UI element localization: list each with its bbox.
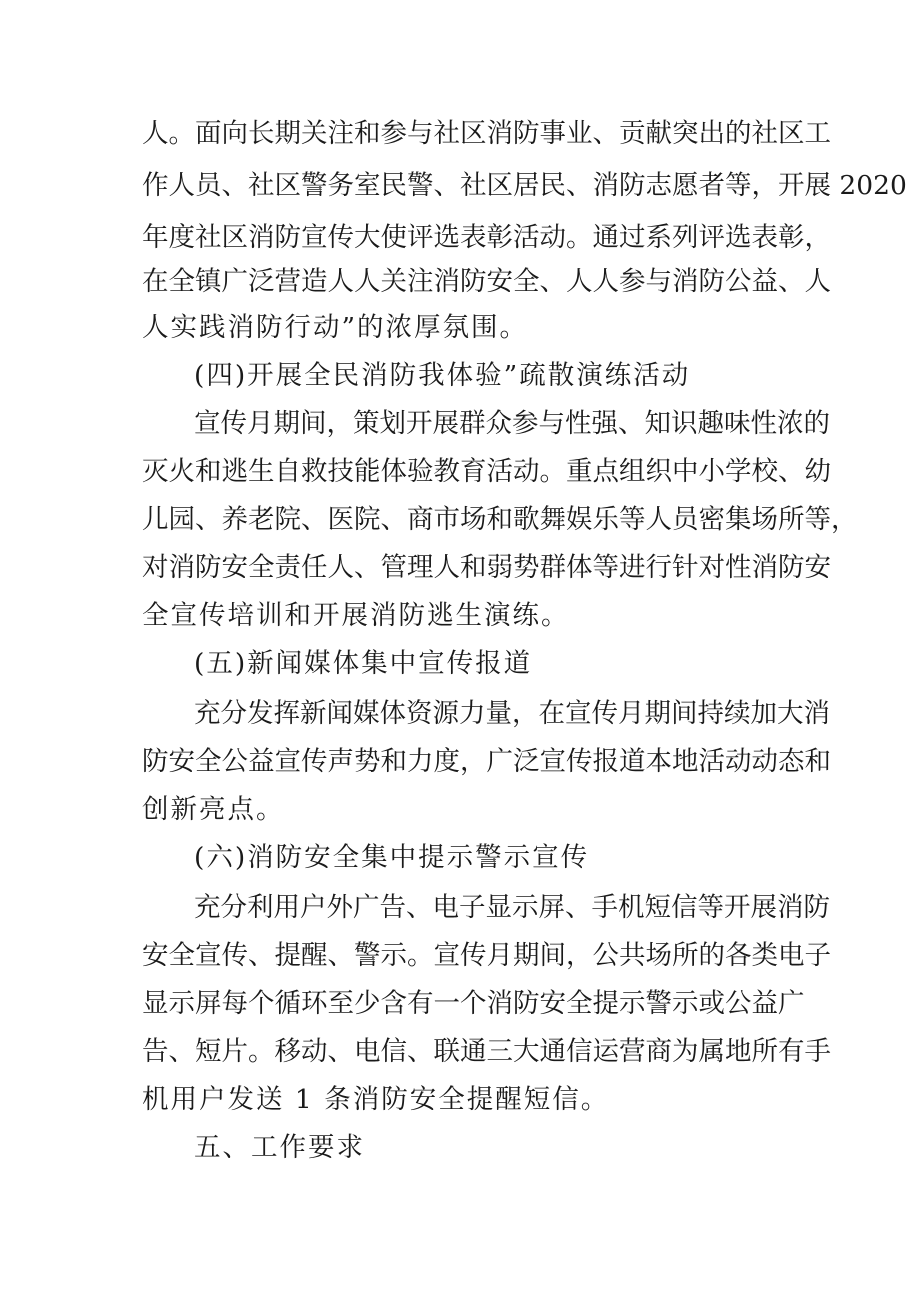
paragraph-line-2: 作人员、社区警务室民警、社区居民、消防志愿者等，开展 2020 [142, 170, 907, 201]
paragraph-line-12: 防安全公益宣传声势和力度，广泛宣传报道本地活动动态和 [142, 746, 831, 777]
paragraph-line-5: 人实践消防行动”的浓厚氛围。 [142, 312, 529, 343]
paragraph-line-16: 显示屏每个循环至少含有一个消防安全提示警示或公益广 [142, 988, 805, 1019]
paragraph-line-11: 充分发挥新闻媒体资源力量，在宣传月期间持续加大消 [194, 698, 830, 729]
section-heading-five: 五、工作要求 [194, 1132, 365, 1163]
paragraph-line-1: 人。面向长期关注和参与社区消防事业、贡献突出的社区工 [142, 118, 831, 149]
paragraph-line-6: 宣传月期间，策划开展群众参与性强、知识趣味性浓的 [194, 408, 830, 439]
paragraph-line-15: 安全宣传、提醒、警示。宣传月期间，公共场所的各类电子 [142, 940, 831, 971]
paragraph-line-14: 充分利用户外广告、电子显示屏、手机短信等开展消防 [194, 892, 830, 923]
paragraph-line-18: 机用户发送 1 条消防安全提醒短信。 [142, 1084, 610, 1115]
paragraph-line-9: 对消防安全责任人、管理人和弱势群体等进行针对性消防安 [142, 552, 831, 583]
paragraph-line-17: 告、短片。移动、电信、联通三大通信运营商为属地所有手 [142, 1036, 831, 1067]
paragraph-line-7: 灭火和逃生自救技能体验教育活动。重点组织中小学校、幼 [142, 456, 831, 487]
paragraph-line-4: 在全镇广泛营造人人关注消防安全、人人参与消防公益、人 [142, 266, 831, 297]
paragraph-line-13: 创新亮点。 [142, 794, 285, 825]
paragraph-line-8: 儿园、养老院、医院、商市场和歌舞娱乐等人员密集场所等， [142, 504, 858, 535]
section-heading-5: (五)新闻媒体集中宣传报道 [194, 648, 533, 679]
paragraph-line-10: 全宣传培训和开展消防逃生演练。 [142, 600, 570, 631]
section-heading-6: (六)消防安全集中提示警示宣传 [194, 842, 590, 873]
section-heading-4: (四)开展全民消防我体验”疏散演练活动 [194, 360, 691, 391]
paragraph-line-3: 年度社区消防宣传大使评选表彰活动。通过系列评选表彰， [142, 222, 831, 253]
